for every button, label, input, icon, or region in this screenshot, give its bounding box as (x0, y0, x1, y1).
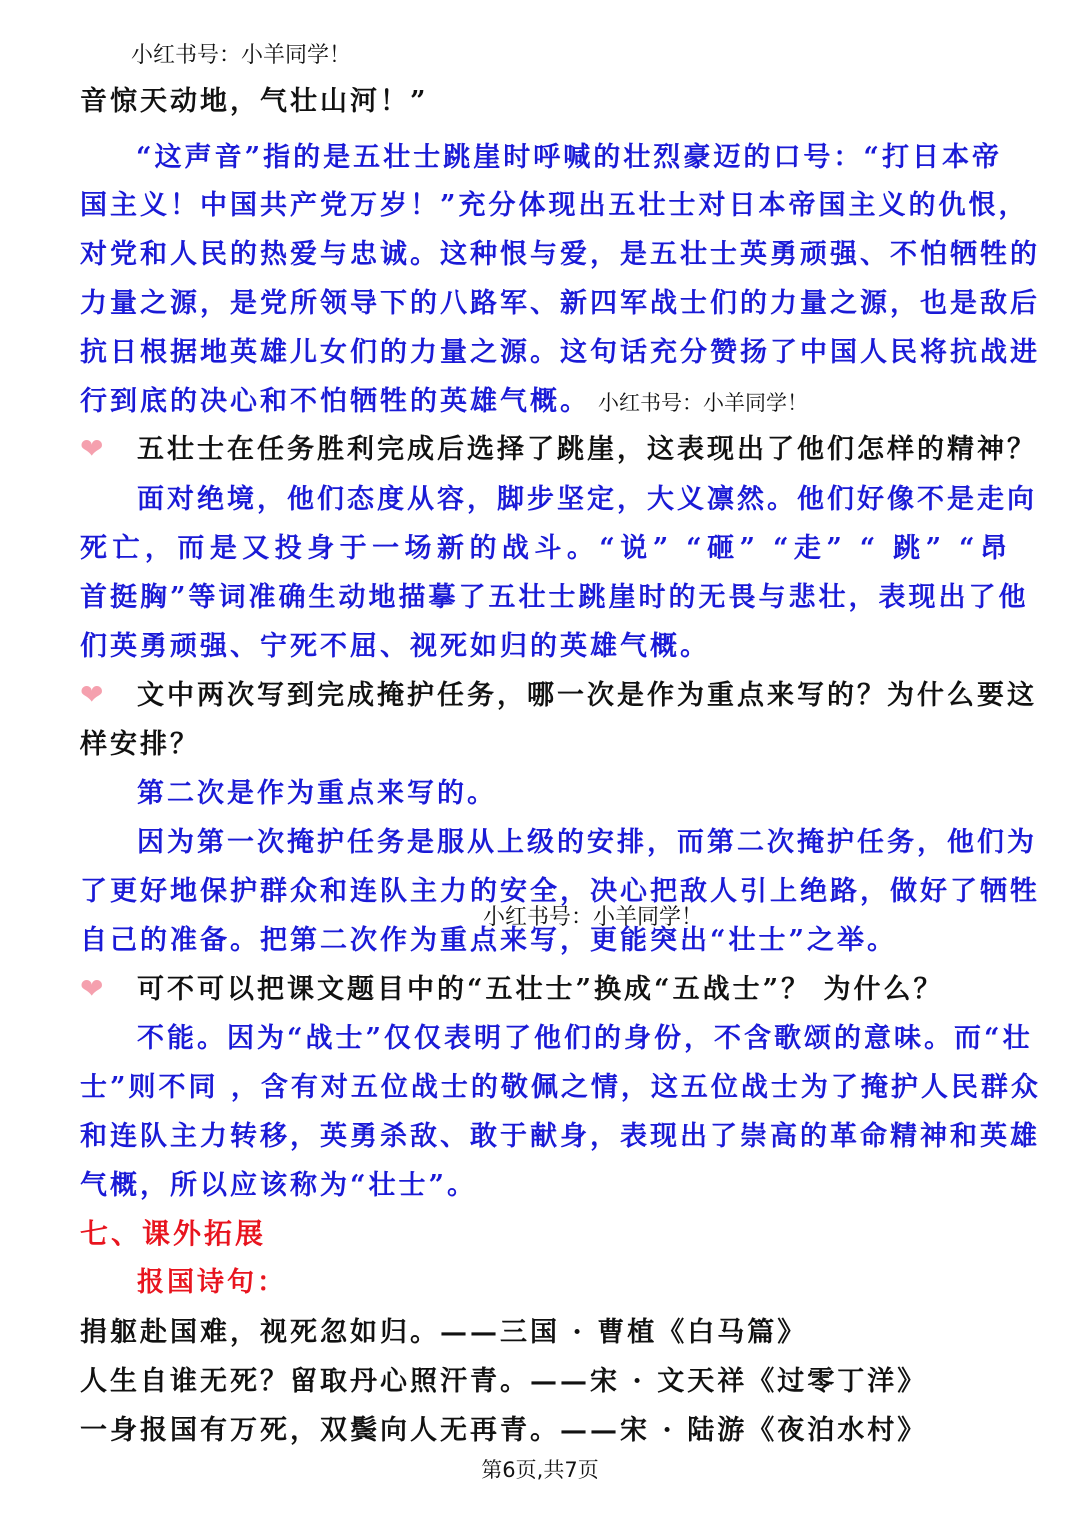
answer-line: 自己的准备。把第二次作为重点来写，更能突出“壮士”之举。 (80, 925, 898, 956)
answer-line: 力量之源，是党所领导下的八路军、新四军战士们的力量之源，也是敌后 (80, 288, 1040, 319)
watermark-middle: 小红书号：小羊同学！ (483, 905, 704, 930)
page-number: 第6页,共7页 (481, 1458, 599, 1482)
answer-line: 不能。因为“战士”仅仅表明了他们的身份，不含歌颂的意味。而“壮 (137, 1023, 1033, 1054)
answer-line: 行到底的决心和不怕牺牲的英雄气概。 小红书号：小羊同学！ (80, 386, 808, 417)
answer-line: 首挺胸”等词准确生动地描摹了五壮士跳崖时的无畏与悲壮，表现出了他 (80, 582, 1029, 613)
poem-line: 人生自谁无死？留取丹心照汗青。——宋 · 文天祥《过零丁洋》 (80, 1366, 928, 1397)
answer-line: 对党和人民的热爱与忠诚。这种恨与爱，是五壮士英勇顽强、不怕牺牲的 (80, 239, 1040, 270)
poem-line: 捐躯赴国难，视死忽如归。——三国 · 曹植《白马篇》 (80, 1317, 808, 1348)
section-heading: 七、课外拓展 (80, 1217, 267, 1250)
answer-line: 们英勇顽强、宁死不屈、视死如归的英雄气概。 (80, 631, 710, 662)
answer-line: “这声音”指的是五壮士跳崖时呼喊的壮烈豪迈的口号：“打日本帝 (136, 142, 1002, 173)
answer-line: 死亡，而是又投身于一场新的战斗。“说” “砸” “走” “ 跳” “昂 (80, 533, 1010, 564)
poem-line: 一身报国有万死，双鬓向人无再青。——宋 · 陆游《夜泊水村》 (80, 1415, 928, 1446)
answer-line: 因为第一次掩护任务是服从上级的安排，而第二次掩护任务，他们为 (137, 827, 1037, 858)
heart-icon: ❤ (80, 678, 104, 711)
heart-icon: ❤ (80, 972, 104, 1005)
subheading: 报国诗句： (137, 1267, 287, 1298)
heart-icon: ❤ (80, 432, 104, 465)
answer-line: 国主义！中国共产党万岁！”充分体现出五壮士对日本帝国主义的仇恨， (80, 190, 1029, 221)
answer-line: 了更好地保护群众和连队主力的安全，决心把敌人引上绝路，做好了牺牲 (80, 876, 1040, 907)
answer-line: 和连队主力转移，英勇杀敌、敢于献身，表现出了崇高的革命精神和英雄 (80, 1121, 1040, 1152)
answer-line: 面对绝境，他们态度从容，脚步坚定，大义凛然。他们好像不是走向 (137, 484, 1037, 515)
question-line: 样安排？ (80, 729, 200, 760)
question-line: 文中两次写到完成掩护任务，哪一次是作为重点来写的？为什么要这 (137, 680, 1037, 711)
answer-line: 气概，所以应该称为“壮士”。 (80, 1170, 478, 1201)
question-line: 五壮士在任务胜利完成后选择了跳崖，这表现出了他们怎样的精神？ (137, 434, 1037, 465)
answer-line: 抗日根据地英雄儿女们的力量之源。这句话充分赞扬了中国人民将抗战进 (80, 337, 1040, 368)
answer-line: 士”则不同 ，含有对五位战士的敬佩之情，这五位战士为了掩护人民群众 (80, 1072, 1041, 1103)
question-line: 可不可以把课文题目中的“五壮士”换成“五战士”？ 为什么？ (137, 974, 944, 1005)
text-line: 音惊天动地，气壮山河！” (80, 86, 429, 117)
watermark-top: 小红书号：小羊同学！ (131, 43, 352, 68)
answer-line: 第二次是作为重点来写的。 (137, 778, 497, 809)
watermark-inline: 小红书号：小羊同学！ (598, 391, 808, 415)
